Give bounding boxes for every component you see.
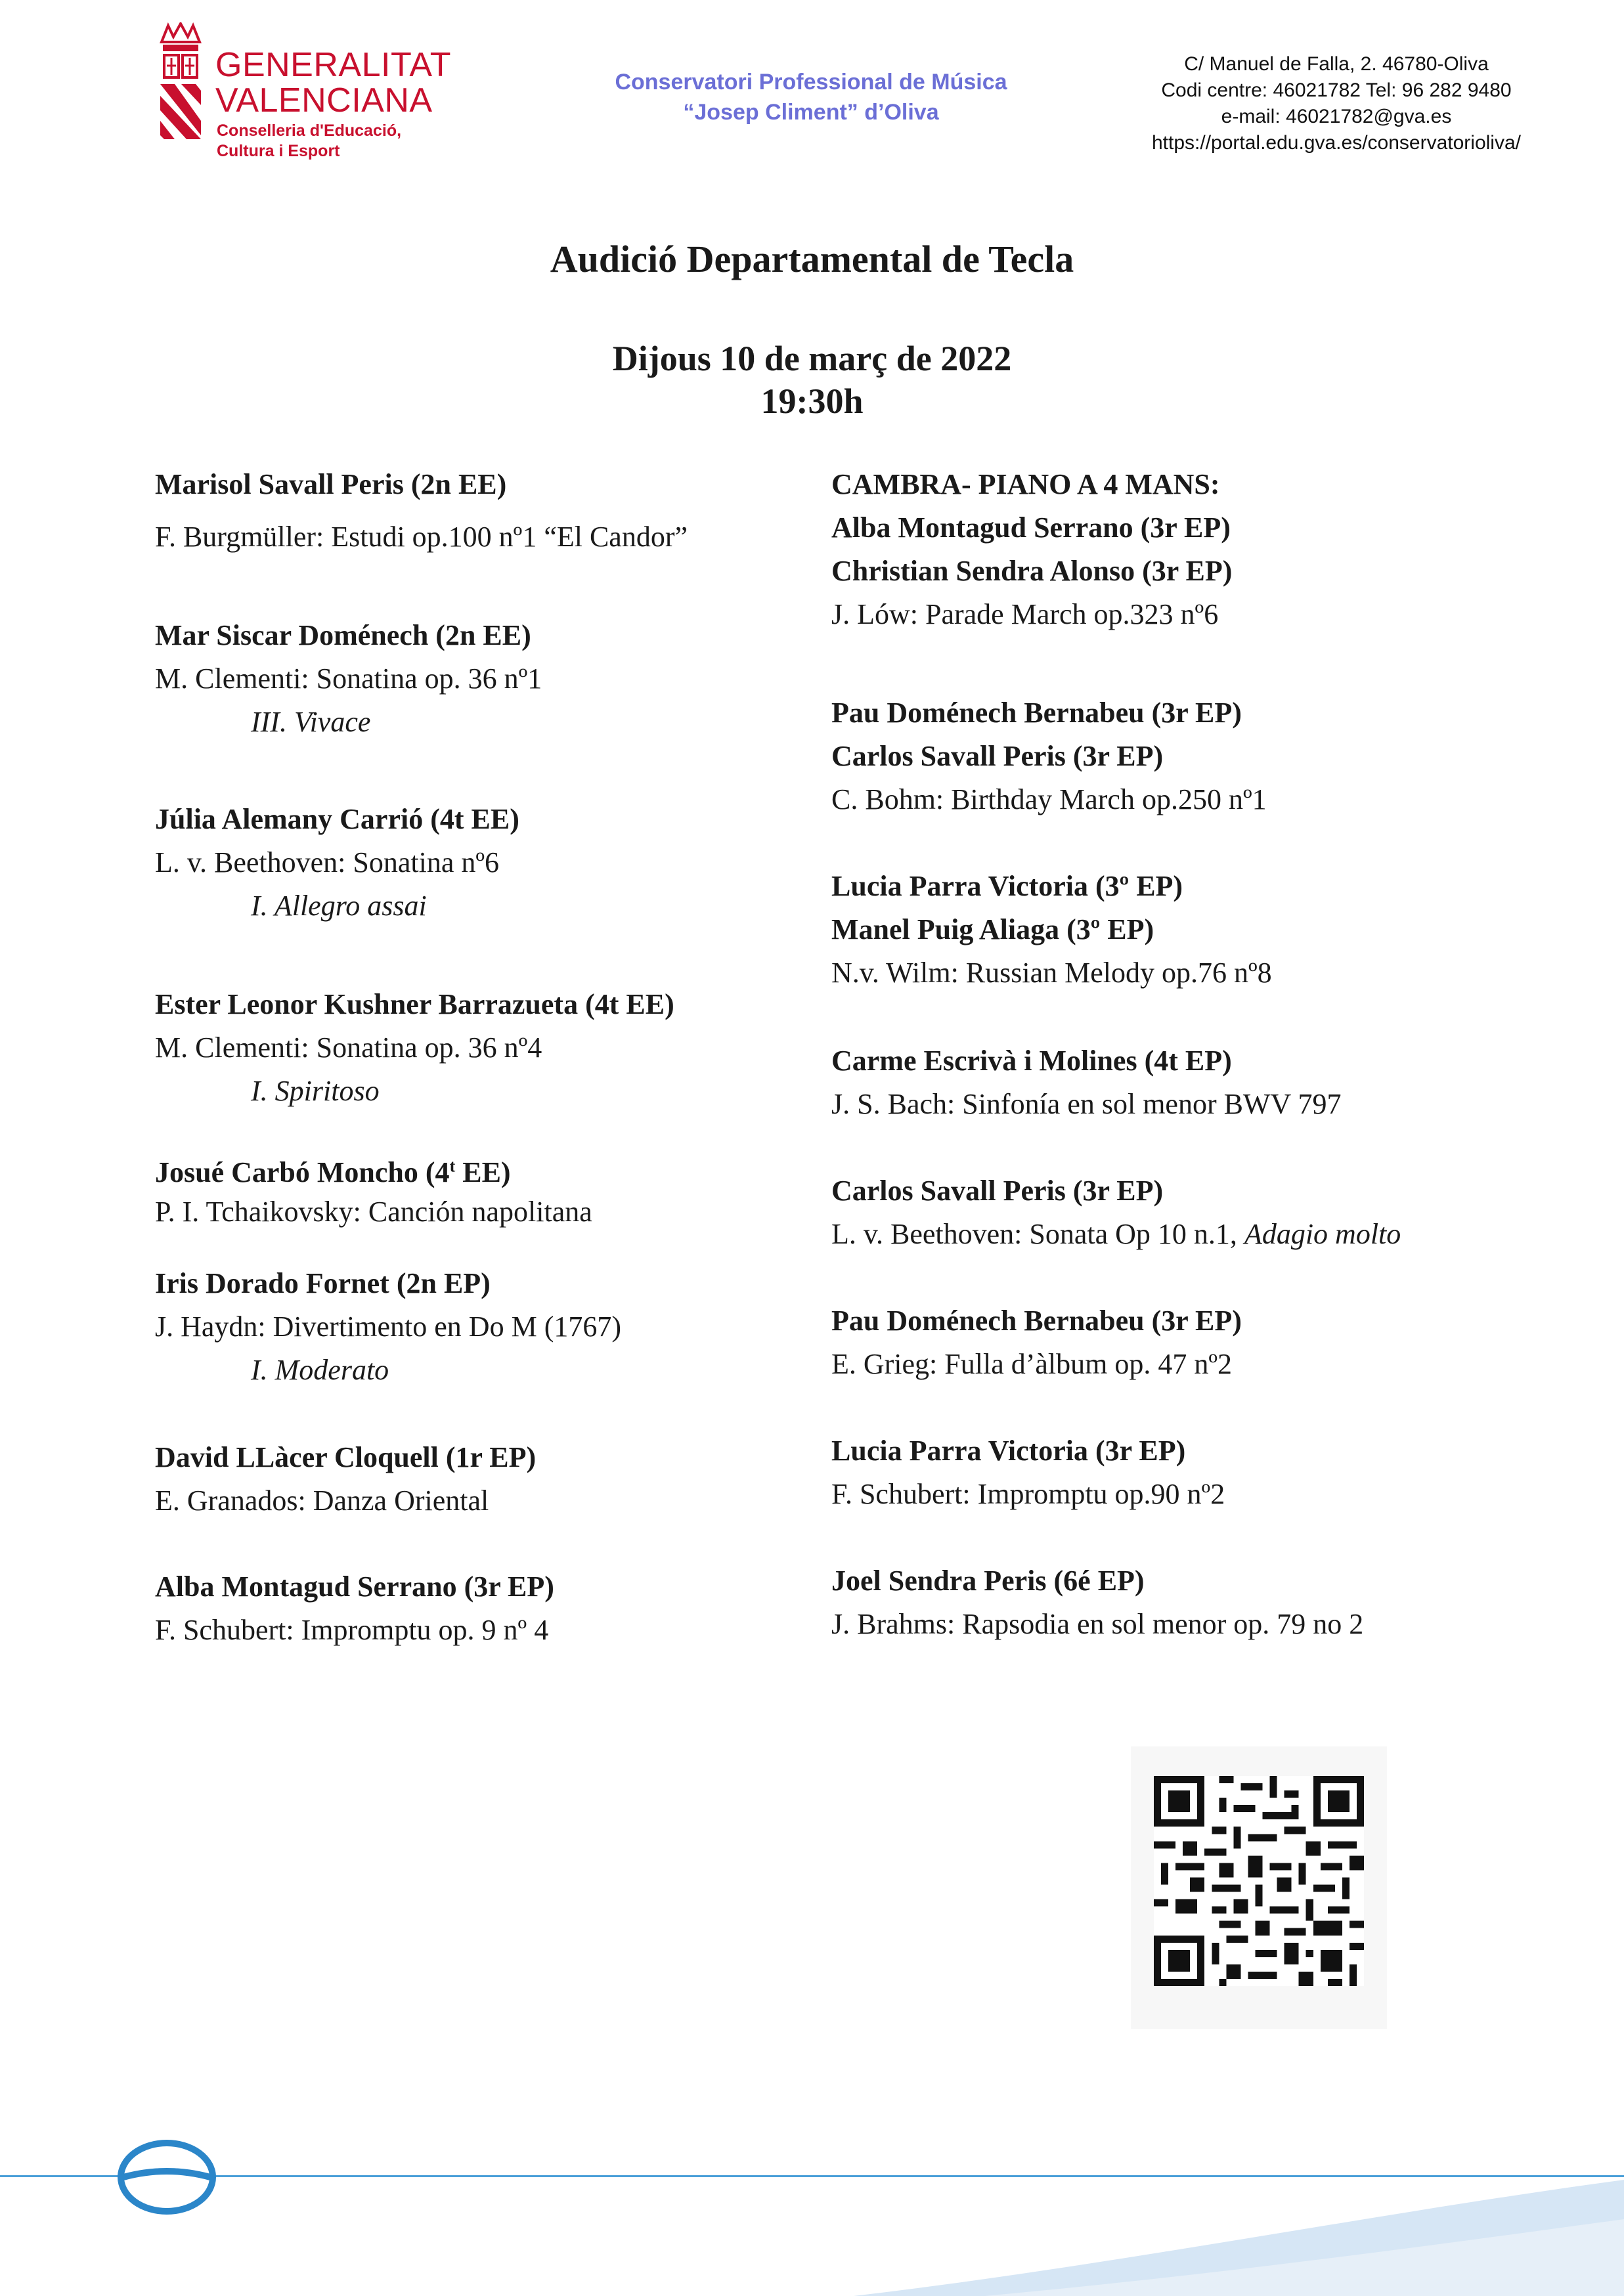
performer: Lucia Parra Victoria (3r EP) — [831, 1435, 1186, 1467]
performer: Joel Sendra Peris (6é EP) — [831, 1565, 1145, 1597]
piece: P. I. Tchaikovsky: Canción napolitana — [155, 1196, 592, 1228]
gva-emblem-icon — [155, 22, 206, 144]
contact-block — [1116, 51, 1556, 156]
contact-url[interactable]: https://portal.edu.gva.es/conservatorioliva/ — [1152, 132, 1521, 154]
piece — [831, 1215, 1401, 1254]
piece: N.v. Wilm: Russian Melody op.76 nº8 — [831, 957, 1272, 989]
piece-part: L. v. Beethoven: Sonata Op 10 n.1, — [831, 1218, 1244, 1250]
footer-oval-icon — [117, 2139, 217, 2215]
performer: Carme Escrivà i Molines (4t EP) — [831, 1045, 1232, 1077]
movement: I. Allegro assai — [251, 890, 427, 922]
performer: Iris Dorado Fornet (2n EP) — [155, 1267, 491, 1299]
logo-sub2: Cultura i Esport — [217, 142, 340, 160]
gva-logo — [155, 22, 451, 167]
conservatori-name — [565, 67, 1057, 127]
section-heading: CAMBRA- PIANO A 4 MANS: — [831, 468, 1220, 500]
contact-email[interactable]: e-mail: 46021782@gva.es — [1221, 106, 1452, 127]
conservatori-line2: “Josep Climent” d’Oliva — [683, 100, 939, 125]
piece: J. S. Bach: Sinfonía en sol menor BWV 797 — [831, 1088, 1342, 1120]
piece-italic: Adagio molto — [1244, 1218, 1401, 1250]
logo-line1: GENERALITAT — [215, 46, 451, 84]
performer-part: Josué Carbó Moncho (4 — [155, 1156, 450, 1188]
performer-part: EE) — [455, 1156, 511, 1188]
footer-rule — [0, 2175, 1624, 2177]
piece: F. Burgmüller: Estudi op.100 nº1 “El Candor” — [155, 521, 688, 553]
performer: Carlos Savall Peris (3r EP) — [831, 740, 1164, 772]
piece: J. Haydn: Divertimento en Do M (1767) — [155, 1310, 621, 1343]
page-title: Audició Departamental de Tecla — [550, 238, 1074, 280]
piece: L. v. Beethoven: Sonatina nº6 — [155, 846, 500, 878]
performer: Christian Sendra Alonso (3r EP) — [831, 555, 1233, 587]
performer: David LLàcer Cloquell (1r EP) — [155, 1441, 537, 1473]
piece: M. Clementi: Sonatina op. 36 nº1 — [155, 662, 542, 695]
piece: J. Brahms: Rapsodia en sol menor op. 79 no 2 — [831, 1608, 1364, 1640]
performer: Pau Doménech Bernabeu (3r EP) — [831, 697, 1242, 729]
movement: I. Moderato — [251, 1354, 389, 1386]
contact-codes: Codi centre: 46021782 Tel: 96 282 9480 — [1161, 79, 1512, 101]
performer: Marisol Savall Peris (2n EE) — [155, 468, 507, 500]
piece: E. Granados: Danza Oriental — [155, 1484, 489, 1517]
performer: Lucia Parra Victoria (3º EP) — [831, 870, 1183, 902]
conservatori-line1: Conservatori Professional de Música — [615, 70, 1007, 95]
contact-address: C/ Manuel de Falla, 2. 46780-Oliva — [1184, 53, 1489, 75]
performer: Mar Siscar Doménech (2n EE) — [155, 619, 531, 651]
piece: J. Lów: Parade March op.323 nº6 — [831, 598, 1219, 630]
performer: Alba Montagud Serrano (3r EP) — [831, 511, 1231, 544]
piece: F. Schubert: Impromptu op.90 nº2 — [831, 1478, 1225, 1510]
piece: F. Schubert: Impromptu op. 9 nº 4 — [155, 1614, 549, 1646]
footer-wave — [0, 2167, 1624, 2296]
piece: M. Clementi: Sonatina op. 36 nº4 — [155, 1031, 542, 1064]
qr-code — [1131, 1746, 1387, 2029]
event-date: Dijous 10 de març de 2022 — [612, 339, 1012, 378]
movement: III. Vivace — [251, 706, 371, 738]
piece: E. Grieg: Fulla d’àlbum op. 47 nº2 — [831, 1348, 1233, 1380]
piece: C. Bohm: Birthday March op.250 nº1 — [831, 783, 1267, 815]
logo-line2: VALENCIANA — [215, 81, 433, 119]
event-time: 19:30h — [760, 381, 864, 421]
performer: Júlia Alemany Carrió (4t EE) — [155, 803, 519, 835]
performer-sup: t — [449, 1156, 456, 1176]
performer: Carlos Savall Peris (3r EP) — [831, 1175, 1164, 1207]
performer: Pau Doménech Bernabeu (3r EP) — [831, 1305, 1242, 1337]
performer — [155, 1153, 511, 1192]
performer: Manel Puig Aliaga (3º EP) — [831, 913, 1154, 945]
performer: Alba Montagud Serrano (3r EP) — [155, 1570, 554, 1603]
qr-code-icon — [1154, 1776, 1364, 1986]
movement: I. Spiritoso — [251, 1075, 380, 1107]
performer: Ester Leonor Kushner Barrazueta (4t EE) — [155, 988, 674, 1020]
logo-sub1: Conselleria d'Educació, — [217, 121, 402, 140]
